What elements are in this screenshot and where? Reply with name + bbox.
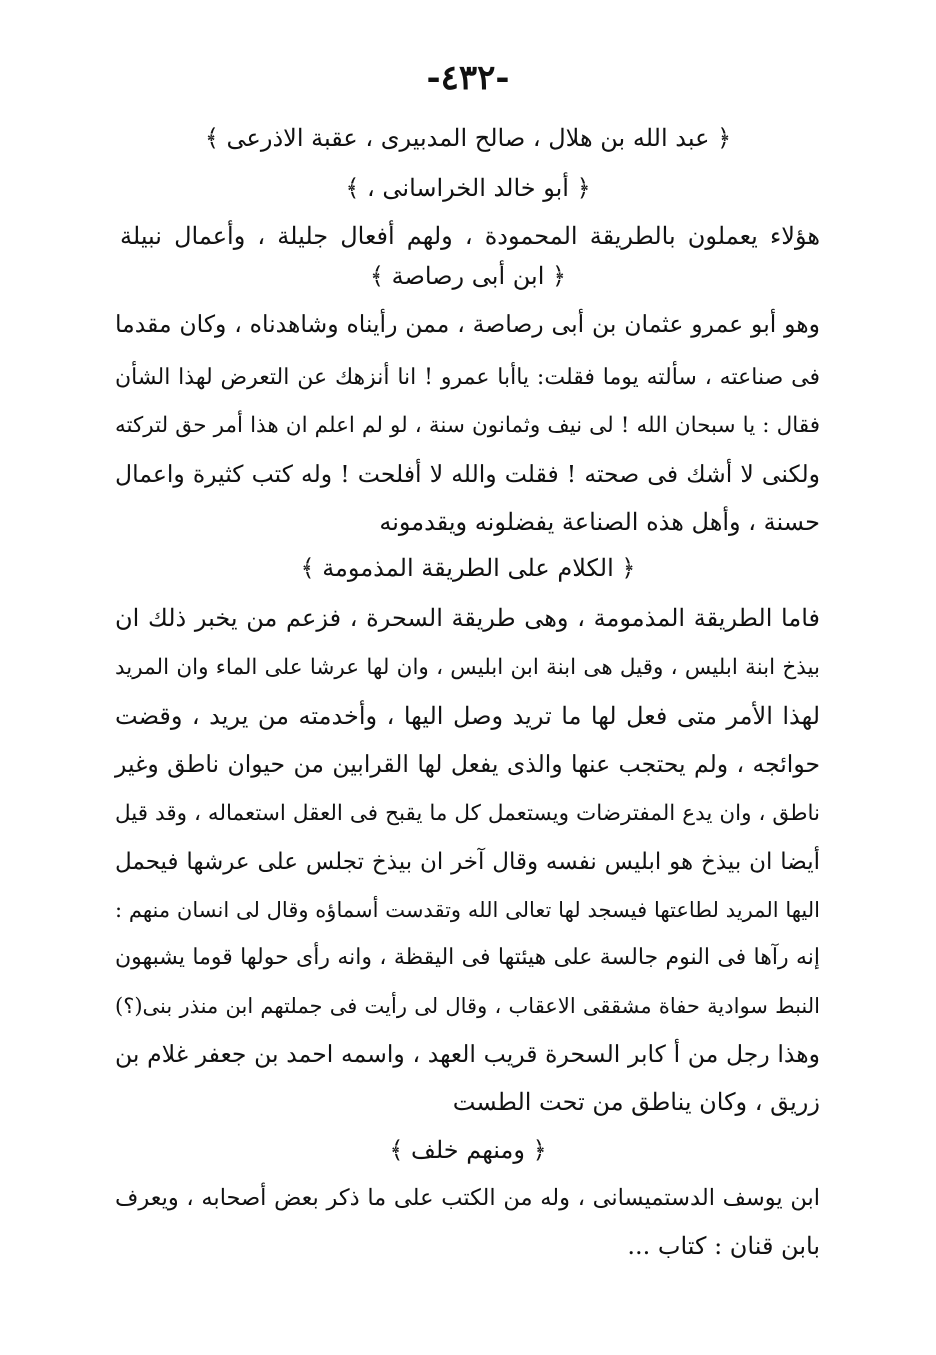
text-line: فى صناعته ، سألته يوما فقلت: ياأبا عمرو ! انا أنزهك عن التعرض لهذا الشأن xyxy=(115,365,820,390)
page-number: -٤٣٢- xyxy=(426,58,510,98)
section-heading: ﴿ أبو خالد الخراسانى ، ﴾ xyxy=(345,174,591,202)
section-heading: ﴿ عبد الله بن هلال ، صالح المدبيرى ، عقبة الاذرعى ﴾ xyxy=(204,124,732,152)
text-line: اليها المريد لطاعتها فيسجد لها تعالى الله وتقدست أسماؤه وقال لى انسان منهم : xyxy=(115,898,820,922)
text-line: النبط سوادية حفاة مشققى الاعقاب ، وقال لى رأيت فى جملتهم ابن منذر بنى(؟) xyxy=(115,994,820,1018)
text-line: حوائجه ، ولم يحتجب عنها والذى يفعل لها القرابين من حيوان ناطق وغير xyxy=(115,750,820,778)
text-line: هؤلاء يعملون بالطريقة المحمودة ، ولهم أفعال جليلة ، وأعمال نبيلة xyxy=(120,222,820,250)
text-line: إنه رآها فى النوم جالسة على هيئتها فى اليقظة ، وانه رأى حولها قوما يشبهون xyxy=(115,945,820,970)
text-line: حسنة ، وأهل هذه الصناعة يفضلونه ويقدمونه xyxy=(379,508,820,536)
text-line: زريق ، وكان يناطق من تحت الطست xyxy=(452,1088,820,1116)
section-heading: ﴿ الكلام على الطريقة المذمومة ﴾ xyxy=(300,554,636,582)
text-line: ناطق ، وان يدع المفترضات ويستعمل كل ما يقبح فى العقل استعماله ، وقد قيل xyxy=(115,801,820,826)
text-line: ابن يوسف الدستميسانى ، وله من الكتب على ما ذكر بعض أصحابه ، ويعرف xyxy=(115,1185,820,1211)
text-line: بيذخ ابنة ابليس ، وقيل هى ابنة ابن ابليس ، وان لها عرشا على الماء وان المريد xyxy=(115,655,820,680)
section-heading: ﴿ ابن أبى رصاصة ﴾ xyxy=(369,262,567,290)
text-line: وهذا رجل من أ كابر السحرة قريب العهد ، واسمه احمد بن جعفر غلام بن xyxy=(115,1040,820,1068)
text-line: فقال : يا سبحان الله ! لى نيف وثمانون سنة ، لو لم اعلم ان هذا أمر حق لتركته xyxy=(115,413,820,438)
text-line: وهو أبو عمرو عثمان بن أبى رصاصة ، ممن رأيناه وشاهدناه ، وكان مقدما xyxy=(115,310,820,338)
text-line: فاما الطريقة المذمومة ، وهى طريقة السحرة ، فزعم من يخبر ذلك ان xyxy=(115,604,820,632)
text-line: بابن قنان : كتاب ... xyxy=(627,1232,820,1260)
text-line: أيضا ان بيذخ هو ابليس نفسه وقال آخر ان بيذخ تجلس على عرشها فيحمل xyxy=(115,849,820,875)
section-heading: ﴿ ومنهم خلف ﴾ xyxy=(389,1136,547,1164)
text-line: ولكنى لا أشك فى صحته ! فقلت والله لا أفلحت ! وله كتب كثيرة واعمال xyxy=(115,460,820,488)
text-line: لهذا الأمر متى فعل لها ما تريد وصل اليها ، وأخدمته من يريد ، وقضت xyxy=(115,702,820,730)
